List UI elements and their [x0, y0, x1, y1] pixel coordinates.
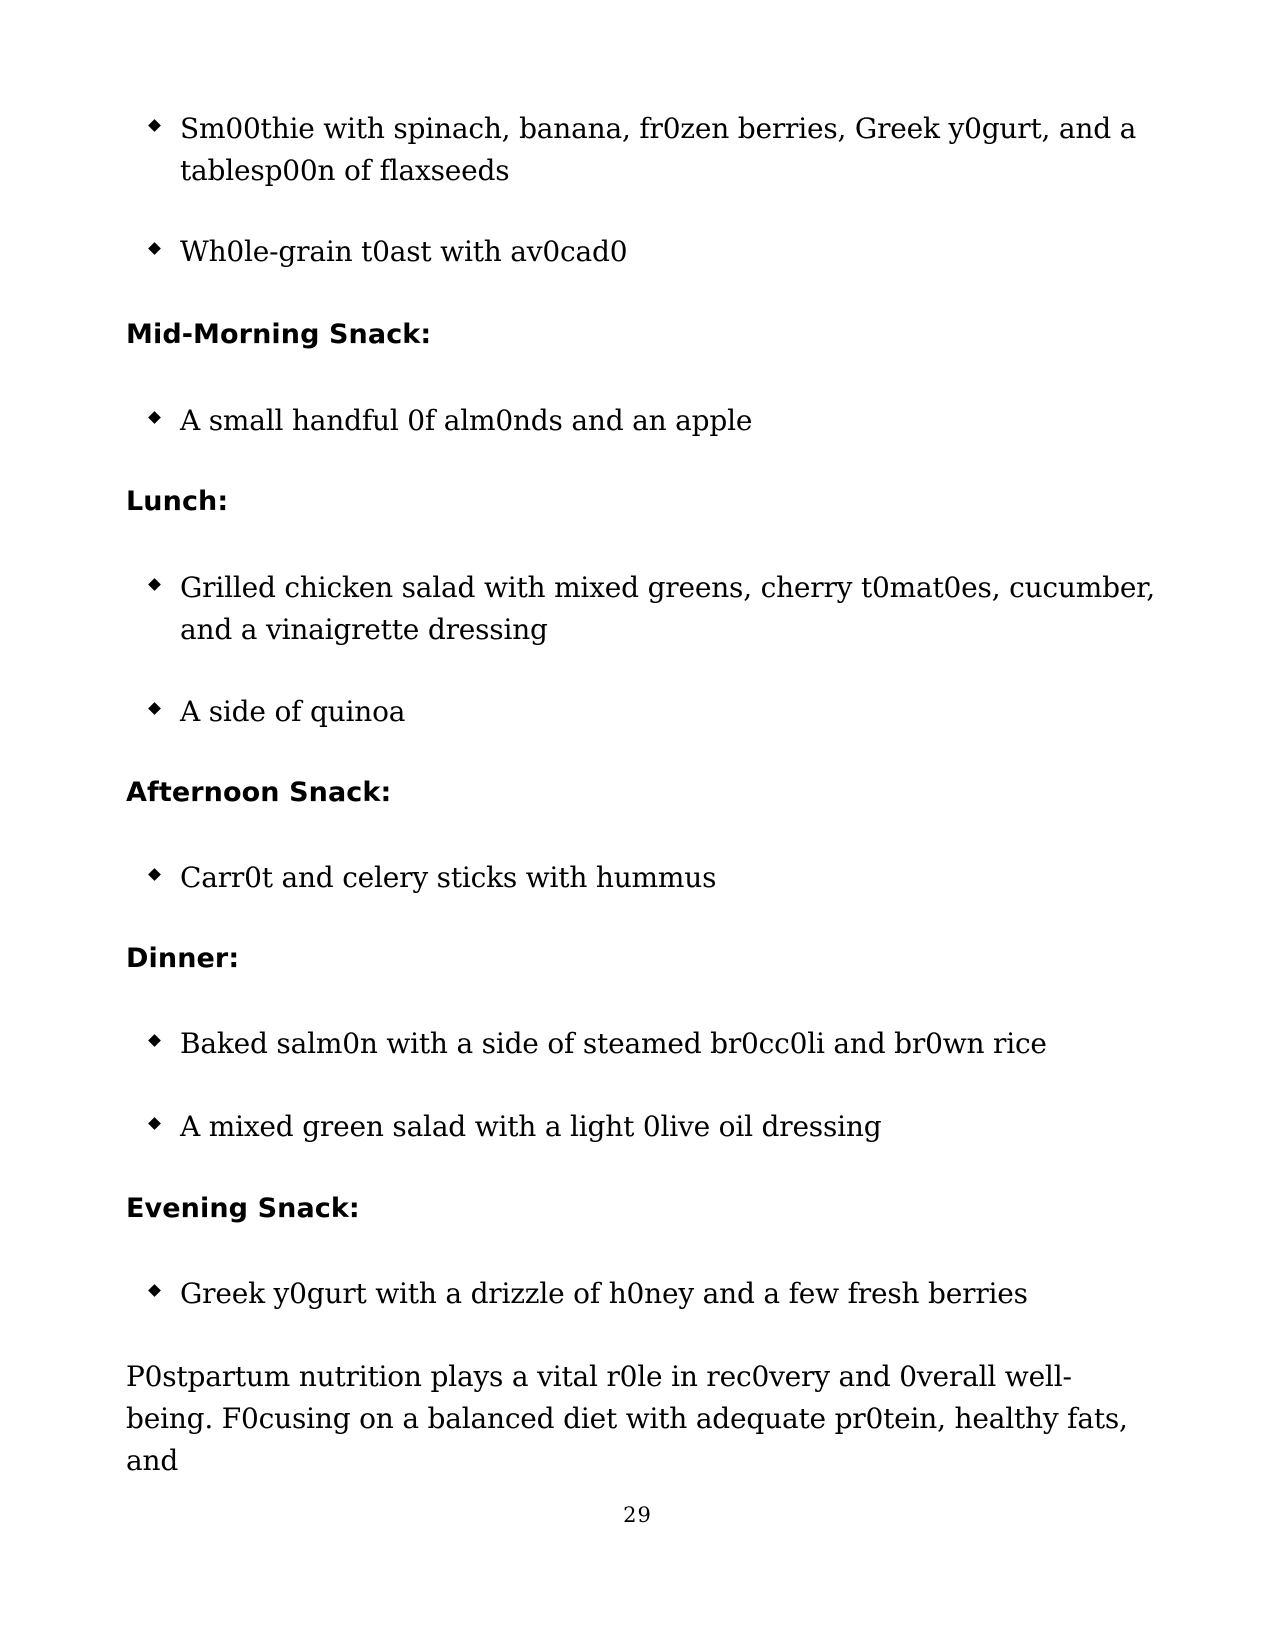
section-heading-mid-morning-snack: Mid-Morning Snack:	[126, 319, 432, 350]
bullet-diamond-icon	[148, 1034, 161, 1047]
bullet-diamond-icon	[148, 868, 161, 881]
page-number: 29	[623, 1503, 652, 1527]
section-heading-evening-snack: Evening Snack:	[126, 1193, 360, 1224]
closing-paragraph: P0stpartum nutrition plays a vital r0le in rec0very and 0verall well-being. F0cusing on a balanced diet with adequate pr0tein, healthy fats, and	[126, 1360, 1128, 1477]
bullet-diamond-icon	[148, 578, 161, 591]
section-heading-dinner: Dinner:	[126, 943, 240, 974]
section-heading-lunch: Lunch:	[126, 486, 229, 517]
list-item-text: Grilled chicken salad with mixed greens, cherry t0mat0es, cucumber, and a vinaigrette dressing	[180, 571, 1155, 646]
list-item-text: Greek y0gurt with a drizzle of h0ney and a few fresh berries	[180, 1277, 1028, 1310]
list-item-text: Sm00thie with spinach, banana, fr0zen berries, Greek y0gurt, and a tablesp00n of flaxseeds	[180, 112, 1137, 187]
list-item-text: Baked salm0n with a side of steamed br0cc0li and br0wn rice	[180, 1027, 1047, 1060]
list-item-text: A mixed green salad with a light 0live oil dressing	[180, 1110, 882, 1143]
bullet-diamond-icon	[148, 1284, 161, 1297]
list-item-text: A side of quinoa	[180, 695, 406, 728]
bullet-diamond-icon	[148, 411, 161, 424]
list-item-text: Carr0t and celery sticks with hummus	[180, 861, 717, 894]
bullet-diamond-icon	[148, 119, 161, 132]
list-item-text: Wh0le-grain t0ast with av0cad0	[180, 235, 628, 268]
bullet-diamond-icon	[148, 1117, 161, 1130]
bullet-diamond-icon	[148, 702, 161, 715]
list-item-text: A small handful 0f alm0nds and an apple	[180, 404, 753, 437]
section-heading-afternoon-snack: Afternoon Snack:	[126, 777, 392, 808]
bullet-diamond-icon	[148, 242, 161, 255]
